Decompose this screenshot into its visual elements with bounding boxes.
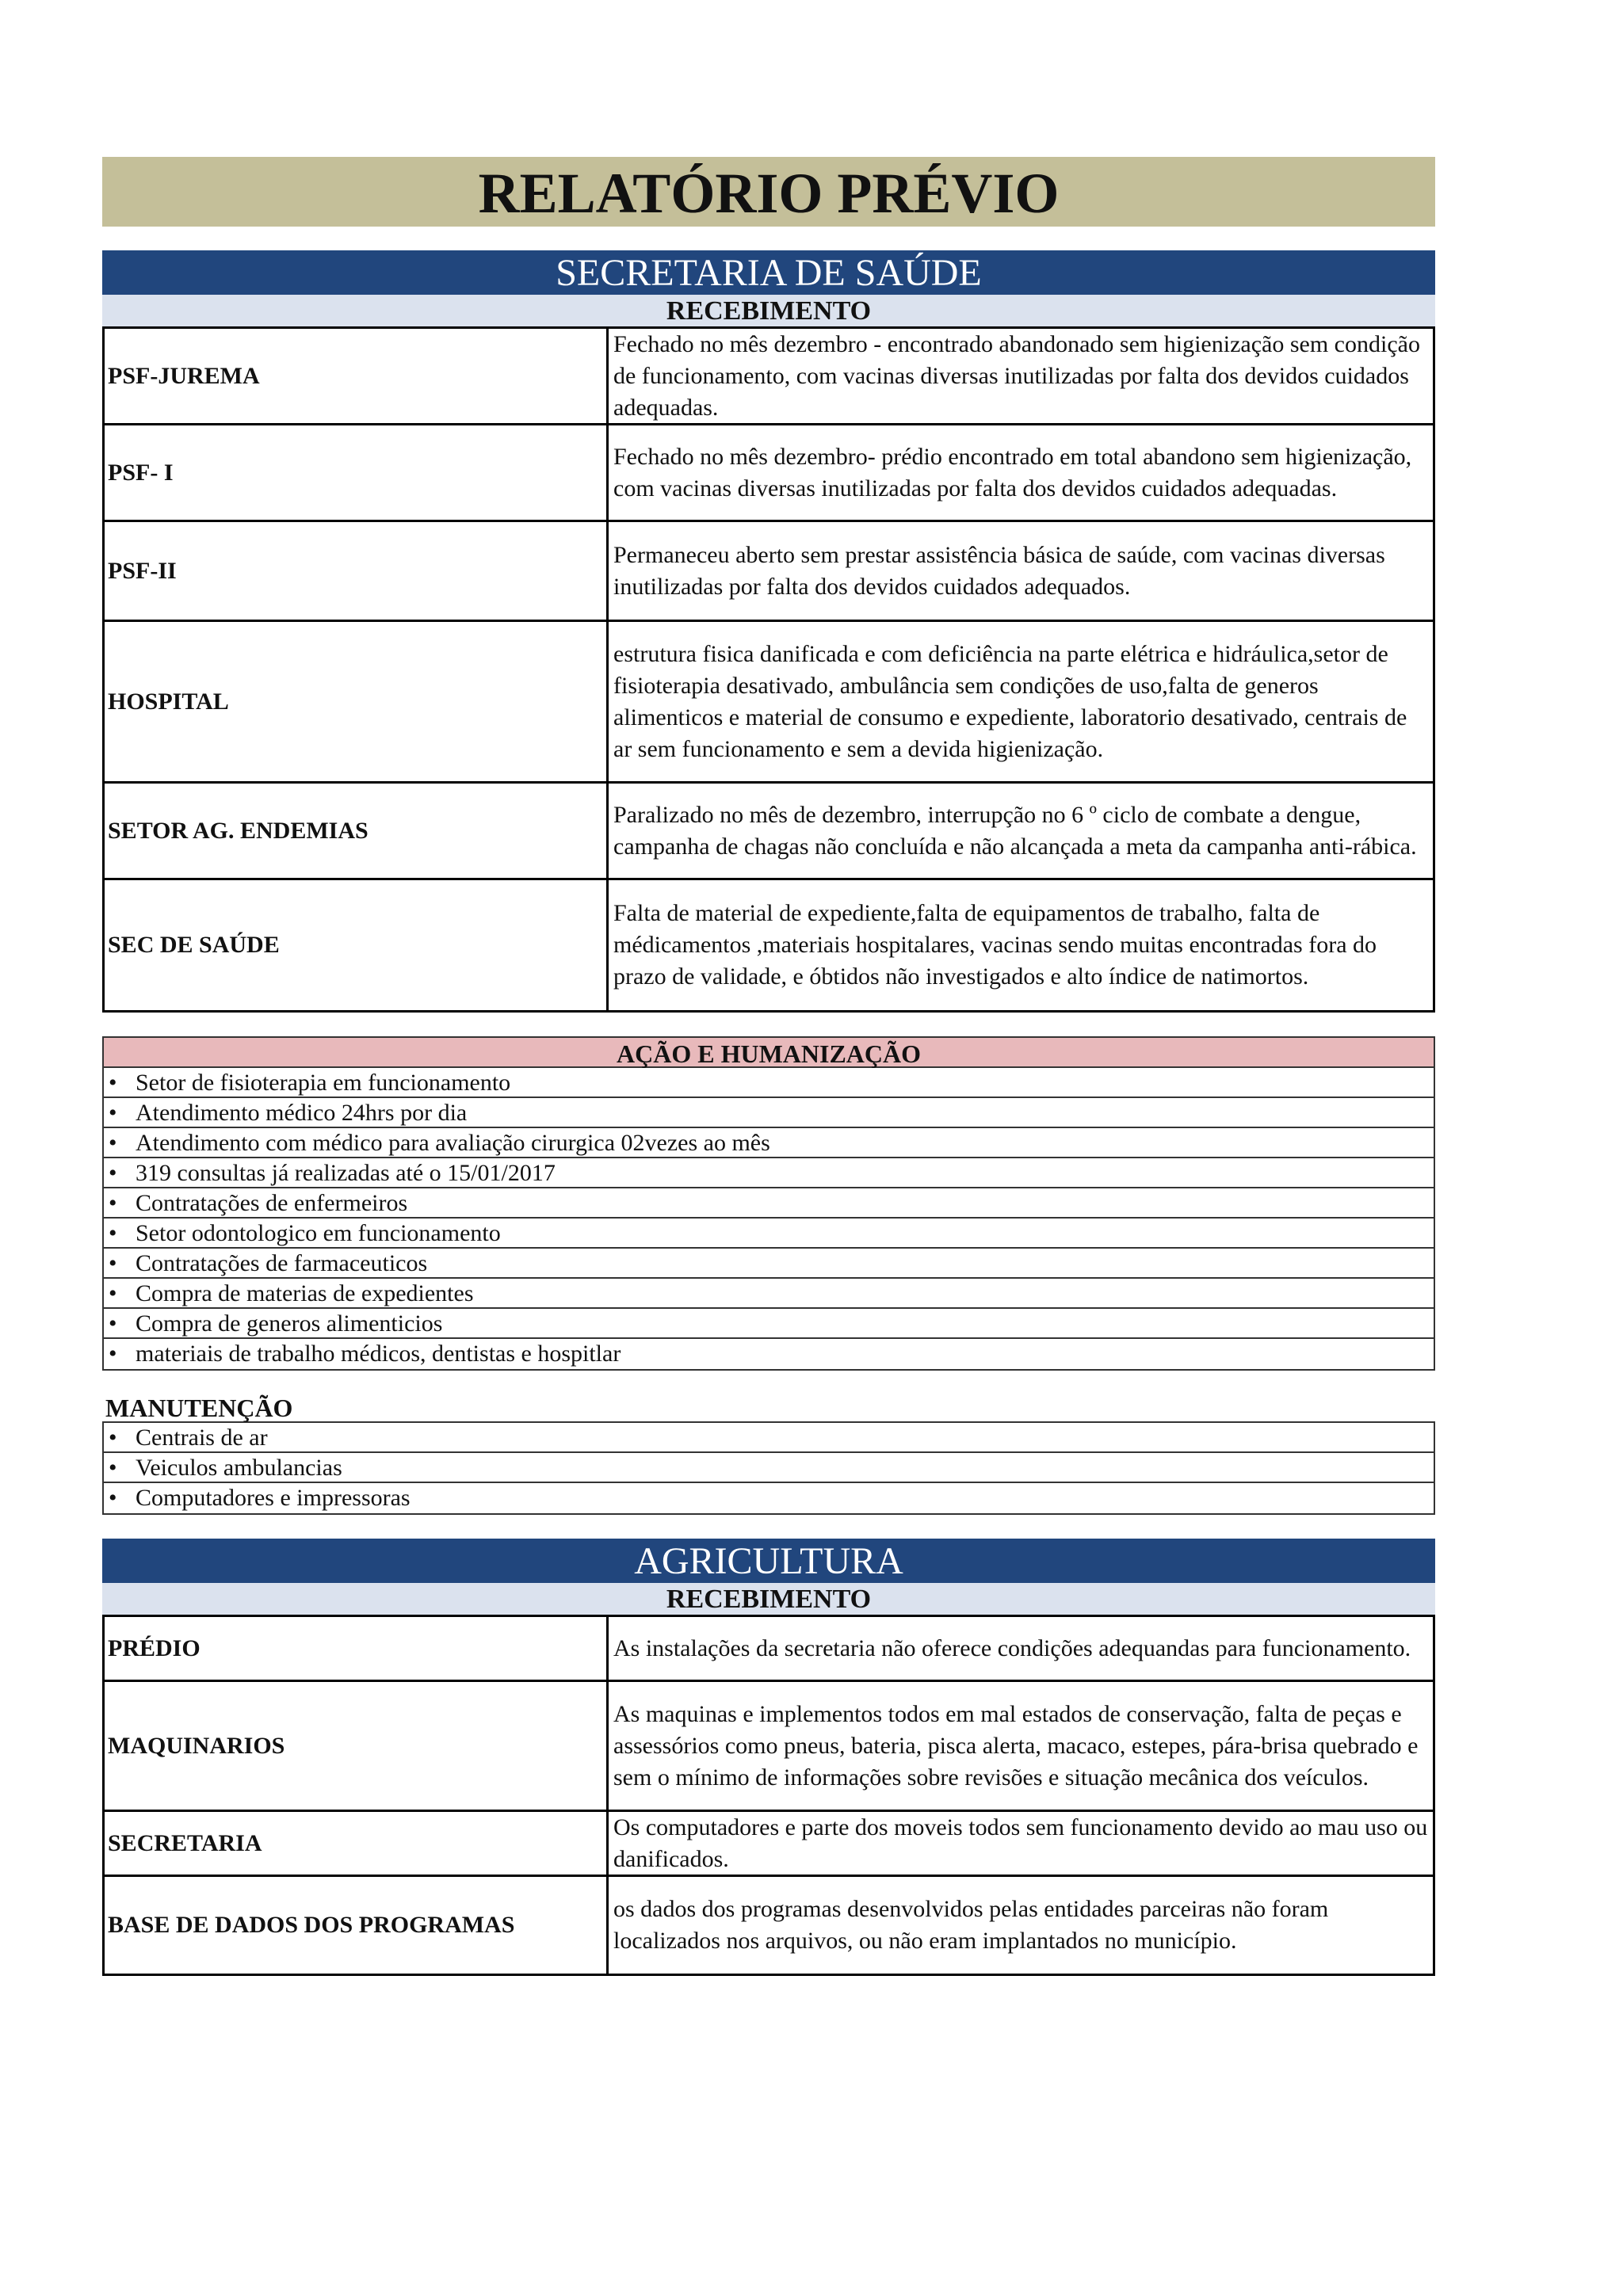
acao-humanizacao-header: AÇÃO E HUMANIZAÇÃO	[102, 1036, 1435, 1066]
list-item-text: Contratações de farmaceuticos	[136, 1250, 428, 1276]
table-row	[105, 522, 1435, 622]
row-label: BASE DE DADOS DOS PROGRAMAS	[105, 1877, 609, 1974]
list-item	[104, 1188, 1434, 1219]
list-item	[104, 1279, 1434, 1309]
row-text: Permaneceu aberto sem prestar assistência básica de saúde, com vacinas diversas inutilizadas por falta dos devidos cuidados adequados.	[609, 522, 1435, 620]
row-text: Falta de material de expediente,falta de equipamentos de trabalho, falta de médicamentos ,materiais hospitalares, vacinas sendo muitas encontradas fora do prazo de validade, e óbtidos não investigados e alto índice de natimortos.	[609, 880, 1435, 1010]
list-item	[104, 1453, 1434, 1483]
section-header-agricultura: AGRICULTURA	[102, 1539, 1435, 1583]
bullet-icon: •	[109, 1190, 117, 1216]
list-item-text: Centrais de ar	[136, 1425, 268, 1451]
bullet-icon: •	[109, 1100, 117, 1126]
row-label: HOSPITAL	[105, 622, 609, 781]
row-text: Os computadores e parte dos moveis todos sem funcionamento devido ao mau uso ou danificados.	[609, 1812, 1435, 1875]
table-row	[105, 1812, 1435, 1877]
row-label: SECRETARIA	[105, 1812, 609, 1875]
bullet-icon: •	[109, 1220, 117, 1246]
table-row	[105, 784, 1435, 880]
table-row	[105, 1877, 1435, 1974]
list-item-text: materiais de trabalho médicos, dentistas e hospitlar	[136, 1341, 621, 1367]
report-title: RELATÓRIO PRÉVIO	[102, 157, 1435, 227]
list-item-text: 319 consultas já realizadas até o 15/01/2017	[136, 1160, 556, 1186]
bullet-icon: •	[109, 1310, 117, 1337]
bullet-icon: •	[109, 1250, 117, 1276]
list-item	[104, 1483, 1434, 1513]
row-text: estrutura fisica danificada e com deficiência na parte elétrica e hidráulica,setor de fisioterapia desativado, ambulância sem condições de uso,falta de generos alimenticos e material de consumo e expediente, laboratorio desativado, centrais de ar sem funcionamento e sem a devida higienização.	[609, 622, 1435, 781]
list-item	[104, 1068, 1434, 1098]
list-item	[104, 1249, 1434, 1279]
table-row	[105, 880, 1435, 1010]
row-text: Paralizado no mês de dezembro, interrupção no 6 º ciclo de combate a dengue, campanha de chagas não concluída e não alcançada a meta da campanha anti-rábica.	[609, 784, 1435, 878]
row-label: SEC DE SAÚDE	[105, 880, 609, 1010]
section-header-saude: SECRETARIA DE SAÚDE	[102, 250, 1435, 295]
list-item-text: Setor odontologico em funcionamento	[136, 1220, 501, 1246]
table-row	[105, 1682, 1435, 1812]
bullet-icon: •	[109, 1070, 117, 1096]
saude-table	[102, 326, 1435, 1013]
list-item-text: Compra de generos alimenticios	[136, 1310, 443, 1337]
bullet-icon: •	[109, 1455, 117, 1481]
table-row	[105, 329, 1435, 425]
list-item	[104, 1339, 1434, 1369]
bullet-icon: •	[109, 1130, 117, 1156]
list-item	[104, 1158, 1434, 1188]
row-label: MAQUINARIOS	[105, 1682, 609, 1810]
row-label: PRÉDIO	[105, 1617, 609, 1680]
row-text: As instalações da secretaria não oferece condições adequandas para funcionamento.	[609, 1617, 1435, 1680]
report-sheet	[102, 157, 1435, 1976]
list-item-text: Computadores e impressoras	[136, 1485, 411, 1511]
subheader-recebimento-agricultura: RECEBIMENTO	[102, 1583, 1435, 1615]
subheader-recebimento-saude: RECEBIMENTO	[102, 295, 1435, 326]
list-item	[104, 1219, 1434, 1249]
row-text: os dados dos programas desenvolvidos pelas entidades parceiras não foram localizados nos arquivos, ou não eram implantados no município.	[609, 1877, 1435, 1974]
table-row	[105, 425, 1435, 522]
row-text: Fechado no mês dezembro- prédio encontrado em total abandono sem higienização, com vacinas diversas inutilizadas por falta dos devidos cuidados adequadas.	[609, 425, 1435, 520]
list-item-text: Compra de materias de expedientes	[136, 1280, 474, 1306]
row-label: PSF-JUREMA	[105, 329, 609, 423]
list-item	[104, 1423, 1434, 1453]
row-text: As maquinas e implementos todos em mal estados de conservação, falta de peças e assessórios como pneus, bateria, pisca alerta, macaco, estepes, pára-brisa quebrado e sem o mínimo de informações sobre revisões e situação mecânica dos veículos.	[609, 1682, 1435, 1810]
list-item-text: Atendimento com médico para avaliação cirurgica 02vezes ao mês	[136, 1130, 770, 1156]
row-text: Fechado no mês dezembro - encontrado abandonado sem higienização sem condição de funcionamento, com vacinas diversas inutilizadas por falta dos devidos cuidados adequadas.	[609, 329, 1435, 423]
list-item-text: Veiculos ambulancias	[136, 1455, 342, 1481]
table-row	[105, 1617, 1435, 1682]
manutencao-header: MANUTENÇÃO	[105, 1394, 293, 1422]
row-label: PSF-II	[105, 522, 609, 620]
manutencao-list	[102, 1421, 1435, 1515]
table-row	[105, 622, 1435, 784]
agricultura-table	[102, 1615, 1435, 1976]
row-label: PSF- I	[105, 425, 609, 520]
bullet-icon: •	[109, 1425, 117, 1451]
bullet-icon: •	[109, 1485, 117, 1511]
list-item-text: Contratações de enfermeiros	[136, 1190, 408, 1216]
bullet-icon: •	[109, 1341, 117, 1367]
list-item-text: Setor de fisioterapia em funcionamento	[136, 1070, 511, 1096]
row-label: SETOR AG. ENDEMIAS	[105, 784, 609, 878]
list-item	[104, 1309, 1434, 1339]
list-item-text: Atendimento médico 24hrs por dia	[136, 1100, 468, 1126]
list-item	[104, 1098, 1434, 1128]
bullet-icon: •	[109, 1280, 117, 1306]
list-item	[104, 1128, 1434, 1158]
acao-list	[102, 1066, 1435, 1371]
bullet-icon: •	[109, 1160, 117, 1186]
